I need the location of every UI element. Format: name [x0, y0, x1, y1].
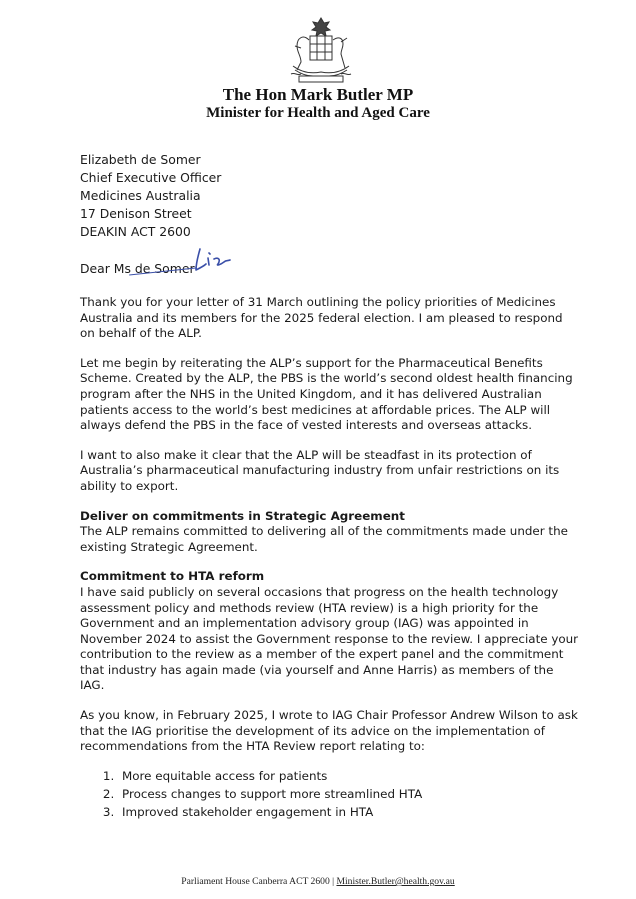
letter-body	[80, 295, 580, 823]
address-line: 17 Denison Street	[80, 206, 192, 221]
struck-surname: de Somer	[134, 261, 195, 276]
address-line: Elizabeth de Somer	[80, 152, 201, 167]
salutation-prefix: Dear Ms	[80, 261, 135, 276]
paragraph: As you know, in February 2025, I wrote to IAG Chair Professor Andrew Wilson to ask that the IAG prioritise the development of its advice on the implementation of recommendations from the HTA Review report relating to:	[80, 708, 578, 754]
address-line: DEAKIN ACT 2600	[80, 224, 191, 239]
address-line: Medicines Australia	[80, 188, 201, 203]
address-line: Chief Executive Officer	[80, 170, 222, 185]
minister-name: The Hon Mark Butler MP	[222, 85, 414, 104]
salutation	[80, 261, 195, 276]
list-item: 3. Improved stakeholder engagement in HTA	[118, 805, 580, 821]
paragraph: Thank you for your letter of 31 March outlining the policy priorities of Medicines Australia and its members for the 2025 federal election. I am pleased to respond on behalf of the ALP.	[80, 295, 563, 341]
paragraph: I have said publicly on several occasions that progress on the health technology assessment policy and methods review (HTA review) is a high priority for the Government and an implementation advisory group (IAG) was appointed in November 2024 to assist the Government response to the review. I appreciate your contribution to the review as a member of the expert panel and the commitment that industry has again made (via yourself and Anne Harris) as members of the IAG.	[80, 584, 579, 693]
paragraph: Let me begin by reiterating the ALP’s support for the Pharmaceutical Benefits Scheme. Created by the ALP, the PBS is the world’s second oldest health financing program after the NHS in the United Kingdom, and it has delivered Australian patients access to the world’s best medicines at affordable prices. The ALP will always defend the PBS in the face of vested interests and overseas attacks.	[80, 355, 573, 433]
coat-of-arms-icon	[283, 14, 359, 88]
paragraph: The ALP remains committed to delivering all of the commitments made under the existing Strategic Agreement.	[80, 524, 568, 554]
footer-address: Parliament House Canberra ACT 2600 |	[181, 876, 337, 887]
handwritten-name	[190, 246, 242, 276]
section-heading: Commitment to HTA reform	[80, 569, 265, 584]
list-item: 2. Process changes to support more streamlined HTA	[118, 787, 580, 803]
section-heading: Deliver on commitments in Strategic Agreement	[80, 508, 405, 523]
footer	[0, 876, 636, 887]
minister-title: Minister for Health and Aged Care	[206, 105, 430, 121]
priority-list	[80, 769, 580, 821]
recipient-address	[80, 151, 221, 241]
paragraph: I want to also make it clear that the ALP will be steadfast in its protection of Australia’s pharmaceutical manufacturing industry from unfair restrictions on its ability to export.	[80, 447, 560, 493]
list-item: 1. More equitable access for patients	[118, 769, 580, 785]
footer-email-link[interactable]: Minister.Butler@health.gov.au	[336, 876, 455, 887]
